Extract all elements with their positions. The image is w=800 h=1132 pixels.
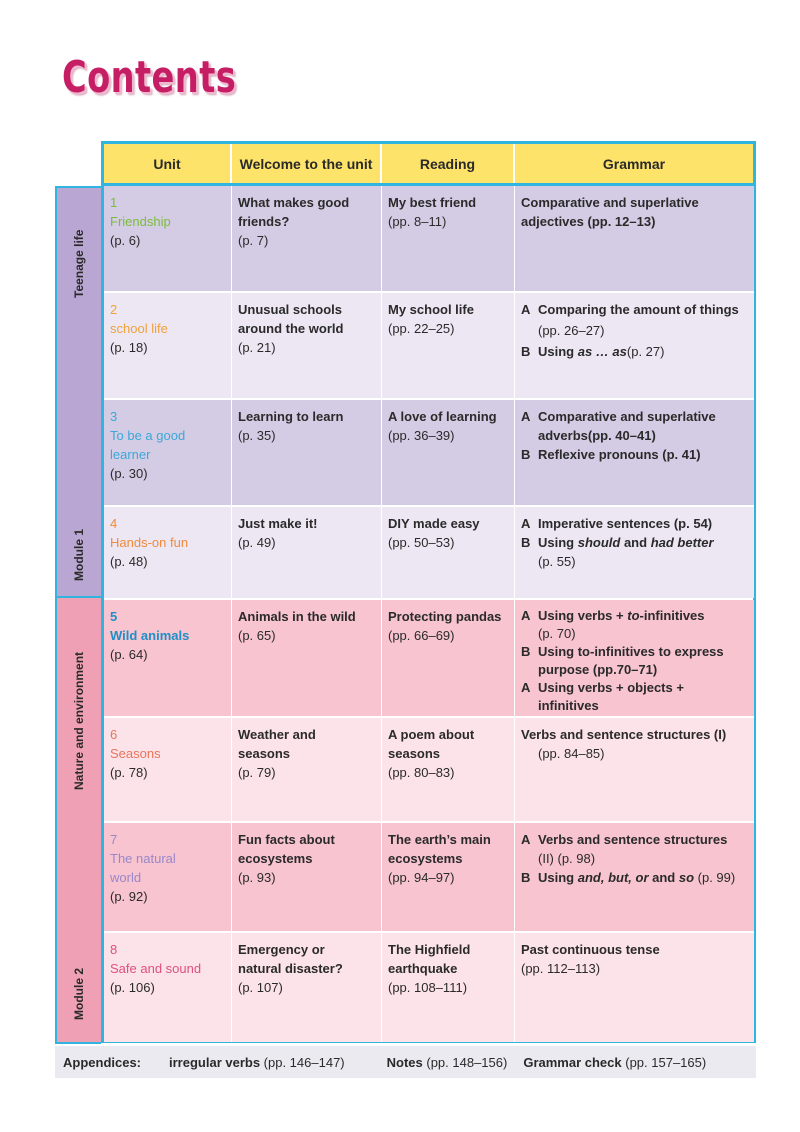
unit-number: 7 (110, 832, 118, 847)
grammar-cell (515, 600, 754, 716)
reading-page: (pp. 108–111) (388, 980, 468, 995)
unit-title: learner (110, 447, 151, 462)
reading-cell (382, 186, 515, 291)
unit-cell (104, 600, 232, 716)
reading-title: earthquake (388, 961, 458, 976)
grammar-item-b: B Reflexive pronouns (p. 41) (521, 447, 701, 462)
grammar-text: adjectives (pp. 12–13) (521, 214, 656, 229)
module-2-label: Module 2 (72, 967, 86, 1020)
unit-title: Friendship (110, 214, 171, 229)
welcome-cell (232, 600, 382, 716)
welcome-page: (p. 21) (238, 340, 276, 355)
welcome-title: Unusual schools (238, 302, 343, 317)
reading-page: (pp. 22–25) (388, 321, 455, 336)
grammar-item-b: B Using as … as(p. 27) (521, 344, 665, 359)
unit-cell (104, 186, 232, 291)
reading-cell (382, 400, 515, 505)
welcome-title: friends? (238, 214, 290, 229)
grammar-cell (515, 507, 754, 598)
grammar-item-a-cont: adverbs(pp. 40–41) (538, 428, 656, 443)
welcome-page: (p. 93) (238, 870, 276, 885)
appendices-bar (55, 1046, 756, 1078)
reading-cell (382, 293, 515, 398)
unit-number: 3 (110, 409, 118, 424)
welcome-cell (232, 718, 382, 821)
grammar-text: Past continuous tense (521, 942, 660, 957)
unit-page: (p. 30) (110, 466, 148, 481)
reading-cell (382, 933, 515, 1042)
reading-page: (pp. 36–39) (388, 428, 455, 443)
appendix-irregular-verbs: irregular verbs (169, 1054, 261, 1070)
reading-page: (pp. 8–11) (388, 214, 447, 229)
grammar-text: Comparative and superlative (521, 195, 699, 210)
reading-title: DIY made easy (388, 516, 480, 531)
module-2-band (55, 598, 101, 1044)
grammar-item-c: A Using verbs + objects + infinitives (521, 680, 684, 713)
reading-title: seasons (388, 746, 441, 761)
header-unit: Unit (104, 144, 232, 183)
module-2-theme: Nature and environment (72, 651, 86, 790)
unit-page: (p. 92) (110, 889, 148, 904)
welcome-title: Emergency or (238, 942, 325, 957)
welcome-title: ecosystems (238, 851, 313, 866)
grammar-cell (515, 718, 754, 821)
reading-cell (382, 823, 515, 931)
grammar-item-a: A Using verbs + to-infinitives (521, 608, 705, 623)
table-row (104, 600, 754, 718)
grammar-item-a-cont: (II) (p. 98) (538, 851, 596, 866)
table-row (104, 186, 754, 293)
grammar-cell (515, 293, 754, 398)
grammar-page: (pp. 112–113) (521, 961, 601, 976)
welcome-page: (p. 7) (238, 233, 269, 248)
appendices-label: Appendices: (63, 1054, 142, 1070)
appendix-grammar-check-pages: (pp. 157–165) (621, 1054, 707, 1070)
unit-cell (104, 823, 232, 931)
unit-title: To be a good (110, 428, 186, 443)
welcome-title: Animals in the wild (238, 609, 356, 624)
unit-title: Seasons (110, 746, 161, 761)
table-row (104, 823, 754, 933)
welcome-title: Weather and (238, 727, 316, 742)
unit-title: world (110, 870, 142, 885)
reading-cell (382, 507, 515, 598)
unit-page: (p. 18) (110, 340, 148, 355)
welcome-cell (232, 823, 382, 931)
grammar-item-b-cont: purpose (pp.70–71) (538, 662, 658, 677)
table-row (104, 507, 754, 598)
appendix-notes-pages: (pp. 148–156) (422, 1054, 508, 1070)
unit-number: 8 (110, 942, 118, 957)
module-1-band (55, 186, 101, 598)
unit-title: The natural (110, 851, 176, 866)
reading-title: A love of learning (388, 409, 497, 424)
welcome-title: around the world (238, 321, 344, 336)
welcome-page: (p. 35) (238, 428, 276, 443)
reading-page: (pp. 94–97) (388, 870, 455, 885)
header-reading: Reading (382, 144, 515, 183)
table-row (104, 718, 754, 823)
grammar-cell (515, 933, 754, 1042)
reading-title: The Highfield (388, 942, 471, 957)
welcome-cell (232, 400, 382, 505)
unit-title: Wild animals (110, 628, 190, 643)
table-row (104, 400, 754, 507)
table-header (101, 141, 756, 186)
welcome-title: seasons (238, 746, 291, 761)
appendix-notes: Notes (386, 1054, 423, 1070)
unit-page: (p. 64) (110, 647, 148, 662)
reading-title: My school life (388, 302, 474, 317)
grammar-cell (515, 400, 754, 505)
unit-page: (p. 106) (110, 980, 155, 995)
module-1-theme: Teenage life (72, 229, 86, 298)
reading-page: (pp. 66–69) (388, 628, 455, 643)
unit-page: (p. 78) (110, 765, 148, 780)
welcome-title: What makes good (238, 195, 350, 210)
unit-page: (p. 48) (110, 554, 148, 569)
grammar-item-b-page: (p. 55) (538, 554, 576, 569)
reading-title: Protecting pandas (388, 609, 502, 624)
unit-number: 4 (110, 516, 118, 531)
unit-number: 2 (110, 302, 118, 317)
welcome-title: Just make it! (238, 516, 318, 531)
reading-title: ecosystems (388, 851, 463, 866)
grammar-item-b: B Using to-infinitives to express (521, 644, 724, 659)
welcome-page: (p. 49) (238, 535, 276, 550)
unit-title: school life (110, 321, 168, 336)
reading-title: A poem about (388, 727, 475, 742)
module-1-label: Module 1 (72, 528, 86, 581)
grammar-item-a-page: (pp. 26–27) (538, 323, 605, 338)
welcome-cell (232, 293, 382, 398)
grammar-item-a-page: (p. 70) (538, 626, 576, 641)
welcome-page: (p. 79) (238, 765, 276, 780)
grammar-page: (pp. 84–85) (538, 746, 605, 761)
reading-page: (pp. 80–83) (388, 765, 455, 780)
unit-cell (104, 507, 232, 598)
grammar-item-a: A Imperative sentences (p. 54) (521, 516, 713, 531)
appendix-irregular-pages: (pp. 146–147) (260, 1054, 345, 1070)
grammar-item-a: A Comparing the amount of things (521, 302, 739, 317)
table-row (104, 933, 754, 1042)
grammar-item-a: A Comparative and superlative (521, 409, 716, 424)
grammar-text: Verbs and sentence structures (I) (521, 727, 727, 742)
unit-title: Safe and sound (110, 961, 202, 976)
unit-number: 6 (110, 727, 118, 742)
welcome-page: (p. 65) (238, 628, 276, 643)
header-welcome: Welcome to the unit (232, 144, 382, 183)
page-title: Contents (62, 52, 237, 103)
welcome-cell (232, 186, 382, 291)
unit-page: (p. 6) (110, 233, 141, 248)
reading-title: My best friend (388, 195, 477, 210)
welcome-cell (232, 507, 382, 598)
reading-title: The earth’s main (388, 832, 491, 847)
welcome-title: Fun facts about (238, 832, 335, 847)
welcome-title: natural disaster? (238, 961, 343, 976)
unit-number: 1 (110, 195, 118, 210)
appendix-grammar-check: Grammar check (523, 1054, 622, 1070)
unit-cell (104, 293, 232, 398)
unit-number: 5 (110, 609, 118, 624)
welcome-title: Learning to learn (238, 409, 344, 424)
unit-title: Hands-on fun (110, 535, 189, 550)
reading-cell (382, 718, 515, 821)
grammar-cell (515, 823, 754, 931)
welcome-cell (232, 933, 382, 1042)
header-grammar: Grammar (602, 155, 666, 172)
welcome-page: (p. 107) (238, 980, 283, 995)
unit-cell (104, 718, 232, 821)
grammar-cell (515, 186, 754, 291)
reading-page: (pp. 50–53) (388, 535, 455, 550)
grammar-item-b: B Using and, but, or and so (p. 99) (521, 870, 736, 885)
reading-cell (382, 600, 515, 716)
grammar-item-a: A Verbs and sentence structures (521, 832, 728, 847)
grammar-item-b: B Using should and had better (521, 535, 714, 550)
unit-cell (104, 400, 232, 505)
unit-cell (104, 933, 232, 1042)
table-row (104, 293, 754, 400)
